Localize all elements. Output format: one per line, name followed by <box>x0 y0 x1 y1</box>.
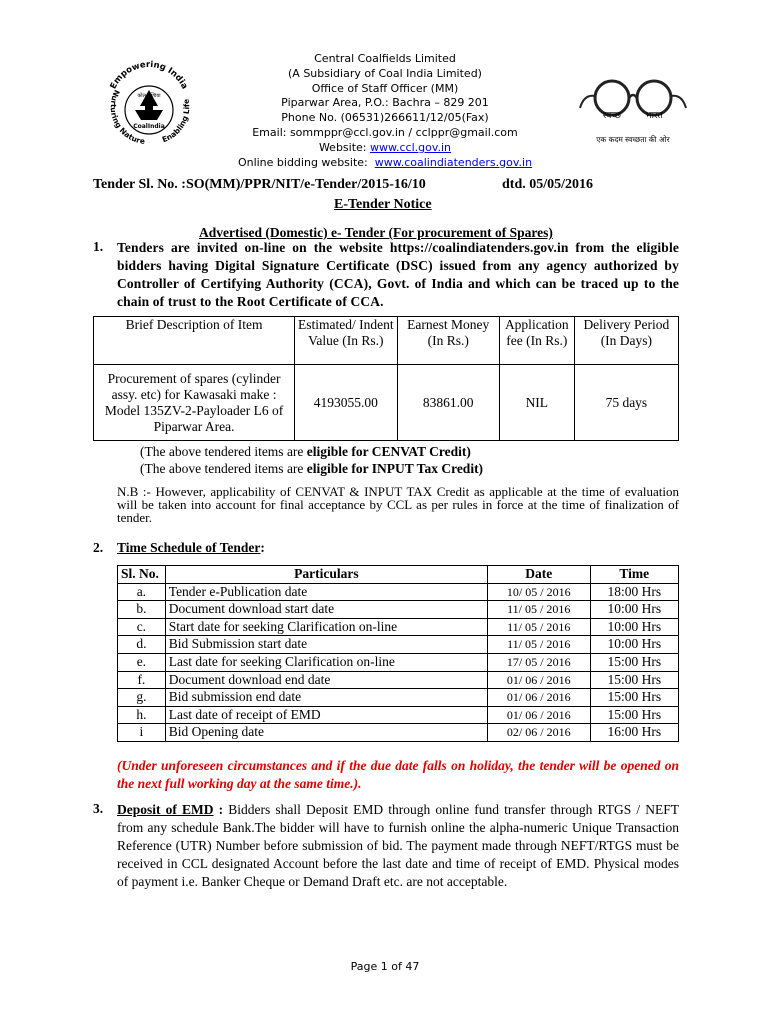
row-date: 10/ 05 / 2016 <box>487 583 590 601</box>
col-date: Date <box>487 566 590 584</box>
logo-hindi-name: कोल इण्डिया <box>137 93 161 99</box>
row-particular: Document download start date <box>165 601 487 619</box>
row-time: 15:00 Hrs <box>590 653 678 671</box>
section3-title: Deposit of EMD <box>117 802 214 817</box>
logo-arc-left: Nurturing Nature <box>108 88 146 146</box>
section2-colon: : <box>260 540 265 555</box>
row-particular: Tender e-Publication date <box>165 583 487 601</box>
input-tax-prefix: (The above tendered items are <box>140 461 307 476</box>
row-particular: Bid submission end date <box>165 689 487 707</box>
item-app-fee: NIL <box>499 365 574 441</box>
row-date: 11/ 05 / 2016 <box>487 636 590 654</box>
logo-name: CoalIndia <box>133 123 165 130</box>
item-description: Procurement of spares (cylinder assy. etc) for Kawasaki make : Model 135ZV-2-Payloader L6 of Piparwar Area. <box>94 365 295 441</box>
logo-arc-top: Empowering India <box>108 59 190 91</box>
section3-number: 3. <box>93 801 104 816</box>
phone-line: Phone No. (06531)266611/12/05(Fax) <box>281 111 489 125</box>
row-sl: g. <box>118 689 166 707</box>
bharat-word: भारत <box>645 111 663 121</box>
notice-title: E-Tender Notice <box>334 197 432 212</box>
swachh-word: स्वच्छ <box>602 111 622 121</box>
section2-number: 2. <box>93 540 104 555</box>
row-sl: a. <box>118 583 166 601</box>
row-particular: Last date of receipt of EMD <box>165 706 487 724</box>
cenvat-prefix: (The above tendered items are <box>140 444 307 459</box>
tender-date: dtd. 05/05/2016 <box>502 177 594 192</box>
schedule-body <box>118 583 679 741</box>
swachh-bharat-logo <box>578 78 688 152</box>
section2-heading <box>117 540 265 556</box>
row-sl: d. <box>118 636 166 654</box>
row-date: 02/ 06 / 2016 <box>487 724 590 742</box>
col-estimated: Estimated/ Indent Value (In Rs.) <box>295 317 397 365</box>
table-row <box>94 365 679 441</box>
row-date: 01/ 06 / 2016 <box>487 671 590 689</box>
advertised-title: Advertised (Domestic) e- Tender (For procurement of Spares) <box>199 225 553 240</box>
col-app-fee: Application fee (In Rs.) <box>499 317 574 365</box>
table-row <box>118 689 679 707</box>
logo-arc-right: Enabling Life <box>160 98 192 145</box>
row-time: 10:00 Hrs <box>590 618 678 636</box>
section3-colon: : <box>213 802 229 817</box>
row-particular: Document download end date <box>165 671 487 689</box>
table-row <box>118 636 679 654</box>
address-line: Piparwar Area, P.O.: Bachra – 829 201 <box>281 96 489 110</box>
row-sl: h. <box>118 706 166 724</box>
page-number: Page 1 of 47 <box>350 960 420 973</box>
cenvat-note <box>140 443 483 460</box>
office-line: Office of Staff Officer (MM) <box>311 81 459 95</box>
nb-note: N.B :- However, applicability of CENVAT & INPUT TAX Credit as applicable at the time of evaluation will be taken into account for final acceptance by CCL as per rules in force at the time of finalization of tender. <box>117 484 679 525</box>
bidding-link[interactable]: www.coalindiatenders.gov.in <box>374 155 533 169</box>
cenvat-bold: eligible for CENVAT Credit) <box>306 444 471 459</box>
col-delivery: Delivery Period (In Days) <box>574 317 678 365</box>
col-sl-no: Sl. No. <box>118 566 166 584</box>
row-time: 15:00 Hrs <box>590 671 678 689</box>
section3-text: Bidders shall Deposit EMD through online fund transfer through RTGS / NEFT from any schedule Bank.The bidder will have to furnish online the alpha-numeric Unique Transaction Reference (UTR) Number before submission of bid. The payment made through NEFT/RTGS must be received in CCL designated Account before the last date and time of receipt of EMD. Physical modes of payment i.e. Banker Cheque or Demand Draft etc. are not acceptable. <box>117 802 679 889</box>
row-particular: Bid Submission start date <box>165 636 487 654</box>
input-tax-bold: eligible for INPUT Tax Credit) <box>306 461 484 476</box>
row-sl: i <box>118 724 166 742</box>
section3-paragraph <box>117 801 679 891</box>
section2-title: Time Schedule of Tender <box>117 540 261 555</box>
row-particular: Start date for seeking Clarification on-line <box>165 618 487 636</box>
bidding-line <box>200 156 570 171</box>
credit-notes <box>140 443 483 477</box>
item-table-header <box>94 317 679 365</box>
letterhead <box>200 52 570 170</box>
row-sl: c. <box>118 618 166 636</box>
row-date: 17/ 05 / 2016 <box>487 653 590 671</box>
swachh-tagline: एक कदम स्वच्छता की ओर <box>596 135 670 144</box>
row-time: 10:00 Hrs <box>590 636 678 654</box>
schedule-header <box>118 566 679 584</box>
row-sl: b. <box>118 601 166 619</box>
bidding-label: Online bidding website: <box>237 155 368 169</box>
row-date: 11/ 05 / 2016 <box>487 618 590 636</box>
item-delivery: 75 days <box>574 365 678 441</box>
col-earnest: Earnest Money (In Rs.) <box>397 317 499 365</box>
subsidiary-line: (A Subsidiary of Coal India Limited) <box>288 66 482 80</box>
row-particular: Bid Opening date <box>165 724 487 742</box>
table-row <box>118 706 679 724</box>
company-name: Central Coalfields Limited <box>314 52 456 65</box>
table-row <box>118 583 679 601</box>
row-time: 10:00 Hrs <box>590 601 678 619</box>
svg-text:Enabling Life <box>161 98 191 144</box>
table-row <box>118 601 679 619</box>
item-estimated: 4193055.00 <box>295 365 397 441</box>
table-row <box>118 618 679 636</box>
coal-india-logo <box>90 44 208 162</box>
table-row <box>118 671 679 689</box>
schedule-table <box>117 565 679 742</box>
tender-number: Tender Sl. No. :SO(MM)/PPR/NIT/e-Tender/2015-16/10 <box>93 177 426 192</box>
row-date: 11/ 05 / 2016 <box>487 601 590 619</box>
row-date: 01/ 06 / 2016 <box>487 706 590 724</box>
row-time: 15:00 Hrs <box>590 689 678 707</box>
section1-text: Tenders are invited on-line on the website https://coalindiatenders.gov.in from the eligible bidders having Digital Signature Certificate (DSC) issued from any agency authorized by Controller of Certifying Authority (CCA), Govt. of India and which can be traced up to the chain of trust to the Root Certificate of CCA. <box>117 240 679 309</box>
website-line <box>200 141 570 156</box>
col-particulars: Particulars <box>165 566 487 584</box>
row-date: 01/ 06 / 2016 <box>487 689 590 707</box>
col-description: Brief Description of Item <box>94 317 295 365</box>
table-row <box>118 724 679 742</box>
section1-number: 1. <box>93 239 104 254</box>
row-particular: Last date for seeking Clarification on-line <box>165 653 487 671</box>
website-link[interactable]: www.ccl.gov.in <box>370 140 452 154</box>
item-table <box>93 316 679 441</box>
table-row <box>118 653 679 671</box>
unforeseen-note: (Under unforeseen circumstances and if the due date falls on holiday, the tender will be opened on the next full working day at the same time.). <box>117 758 679 791</box>
item-earnest: 83861.00 <box>397 365 499 441</box>
row-time: 16:00 Hrs <box>590 724 678 742</box>
row-time: 15:00 Hrs <box>590 706 678 724</box>
website-label: Website: <box>318 140 367 154</box>
row-time: 18:00 Hrs <box>590 583 678 601</box>
row-sl: e. <box>118 653 166 671</box>
email-line: Email: sommppr@ccl.gov.in / cclppr@gmail.com <box>252 125 518 139</box>
input-tax-note <box>140 460 483 477</box>
col-time: Time <box>590 566 678 584</box>
row-sl: f. <box>118 671 166 689</box>
